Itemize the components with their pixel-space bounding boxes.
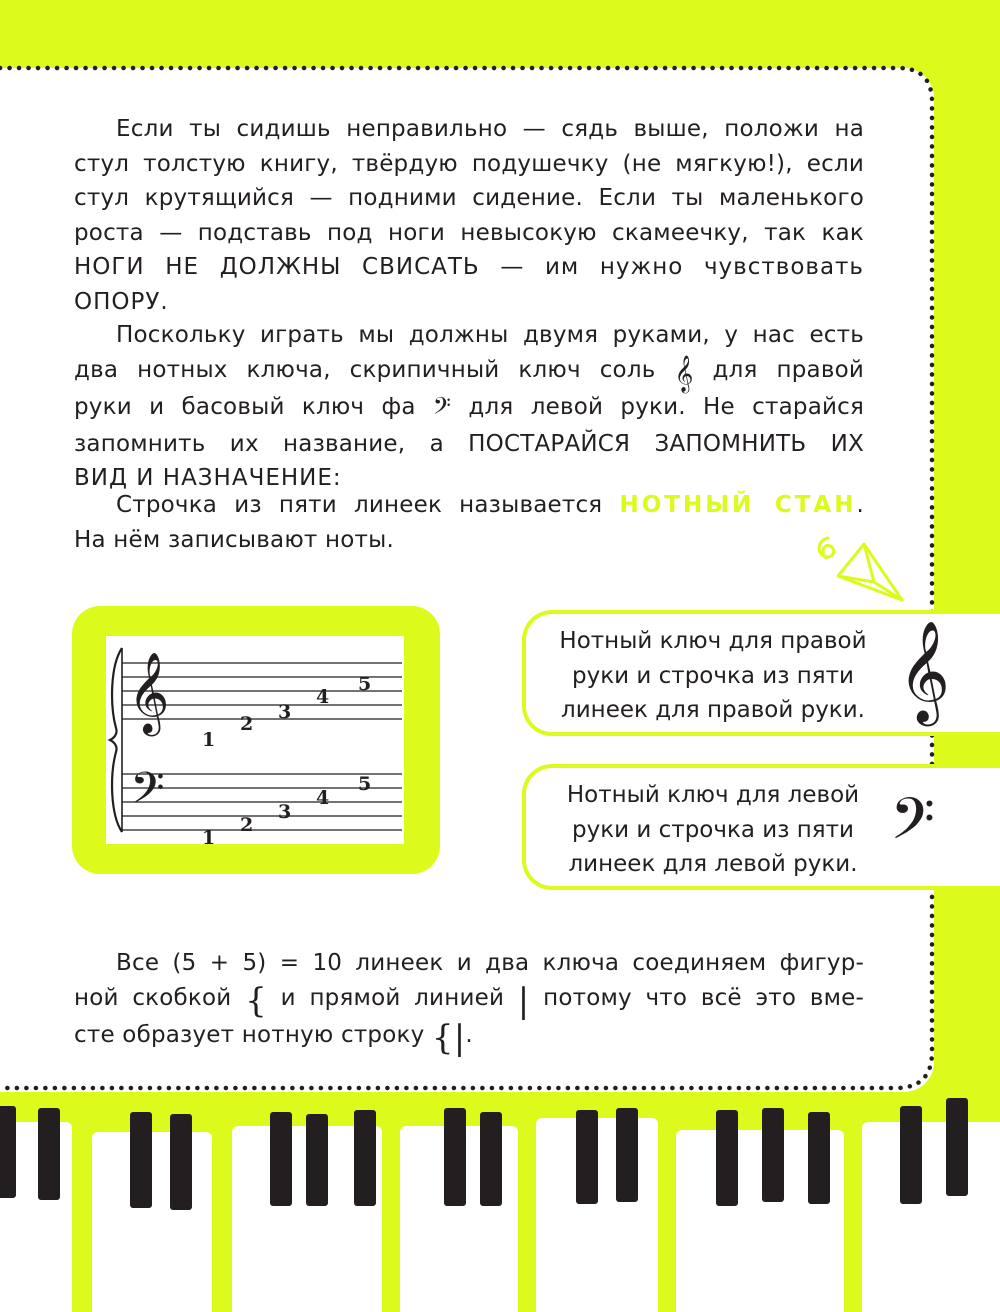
bass-clef-icon: 𝄢 bbox=[890, 785, 936, 867]
text-segment: руки и басовый ключ фа bbox=[74, 394, 416, 420]
paragraph-posture bbox=[74, 112, 864, 319]
paper-plane-icon bbox=[808, 530, 908, 604]
text-line bbox=[74, 353, 864, 391]
treble-clef-icon: 𝄞 bbox=[898, 619, 951, 722]
text-segment: ной скобкой bbox=[74, 984, 232, 1011]
barline-icon: | bbox=[517, 980, 530, 1021]
text-line: Поскольку играть мы должны двумя руками, у нас есть bbox=[116, 322, 864, 348]
text-segment: . bbox=[465, 1022, 473, 1048]
text-line: Нотный ключ для правой bbox=[559, 628, 867, 654]
paragraph-brace bbox=[74, 946, 864, 1056]
text-line: НОГИ НЕ ДОЛЖНЫ СВИСАТЬ — им нужно чувствовать bbox=[74, 254, 864, 280]
text-segment: сте образует нотную строку bbox=[74, 1022, 425, 1048]
text-line: стул толстую книгу, твёрдую подушечку (не мягкую!), если bbox=[74, 150, 864, 177]
text-line: Нотный ключ для левой bbox=[566, 782, 860, 808]
text-segment: потому что всё это вме- bbox=[543, 984, 864, 1011]
text-line bbox=[74, 1018, 864, 1056]
text-line: стул крутящийся — подними сидение. Если ты маленького bbox=[74, 185, 864, 211]
line-number: 2 bbox=[240, 713, 254, 735]
text-line: Все (5 + 5) = 10 линеек и два ключа соединяем фигур- bbox=[116, 950, 864, 976]
grand-staff-card bbox=[72, 606, 440, 874]
text-line: линеек для правой руки. bbox=[561, 697, 865, 723]
line-number: 4 bbox=[316, 787, 330, 809]
brace-icon: { bbox=[245, 980, 267, 1021]
grand-staff bbox=[106, 636, 404, 844]
paragraph-clefs bbox=[74, 318, 864, 496]
callout-text bbox=[548, 624, 878, 728]
line-number: 1 bbox=[202, 729, 216, 751]
text-line bbox=[74, 488, 864, 523]
text-line: запомнить их название, а ПОСТАРАЙСЯ ЗАПОМНИТЬ ИХ bbox=[74, 430, 864, 457]
text-segment: два нотных ключа, скрипичный ключ соль bbox=[74, 356, 656, 383]
bass-clef-icon: 𝄢 bbox=[432, 392, 452, 425]
text-line: ВИД И НАЗНАЧЕНИЕ: bbox=[74, 465, 342, 491]
text-segment: Строчка из пяти линеек называется bbox=[116, 492, 603, 518]
text-segment: для правой bbox=[712, 356, 865, 383]
text-line: роста — подставь под ноги невысокую скамеечку, так как bbox=[74, 219, 864, 246]
text-line: ОПОРУ. bbox=[74, 288, 169, 315]
treble-clef-icon: 𝄞 bbox=[674, 353, 694, 392]
line-number: 3 bbox=[278, 701, 292, 723]
text-segment: для левой руки. Не старайся bbox=[468, 394, 865, 420]
callout-left-hand bbox=[522, 764, 1000, 890]
text-line: линеек для левой руки. bbox=[568, 851, 858, 877]
piano-keys-decoration bbox=[0, 1092, 1000, 1312]
callout-right-hand bbox=[522, 610, 1000, 736]
text-line bbox=[74, 390, 864, 427]
bass-clef-icon: 𝄢 bbox=[130, 762, 165, 825]
grand-staff-drawing bbox=[106, 636, 404, 844]
brace-bar-icon: {| bbox=[431, 1018, 466, 1058]
text-line: руки и строчка из пяти bbox=[572, 816, 854, 843]
line-number: 4 bbox=[316, 686, 330, 708]
text-line: На нём записывают ноты. bbox=[74, 526, 394, 553]
paragraph-staff bbox=[74, 488, 864, 557]
line-number: 1 bbox=[202, 827, 216, 844]
treble-clef-icon: 𝄞 bbox=[128, 651, 170, 733]
text-line bbox=[74, 981, 864, 1019]
callout-text bbox=[548, 778, 878, 882]
line-number: 5 bbox=[358, 673, 372, 695]
text-line: руки и строчка из пяти bbox=[572, 662, 854, 689]
staff-term-highlight: НОТНЫЙ СТАН. bbox=[619, 492, 864, 518]
line-number: 5 bbox=[358, 773, 372, 795]
line-number: 2 bbox=[240, 814, 254, 836]
line-number: 3 bbox=[278, 801, 292, 823]
text-line: Если ты сидишь неправильно — сядь выше, положи на bbox=[116, 116, 864, 142]
text-segment: и прямой линией bbox=[280, 984, 505, 1011]
